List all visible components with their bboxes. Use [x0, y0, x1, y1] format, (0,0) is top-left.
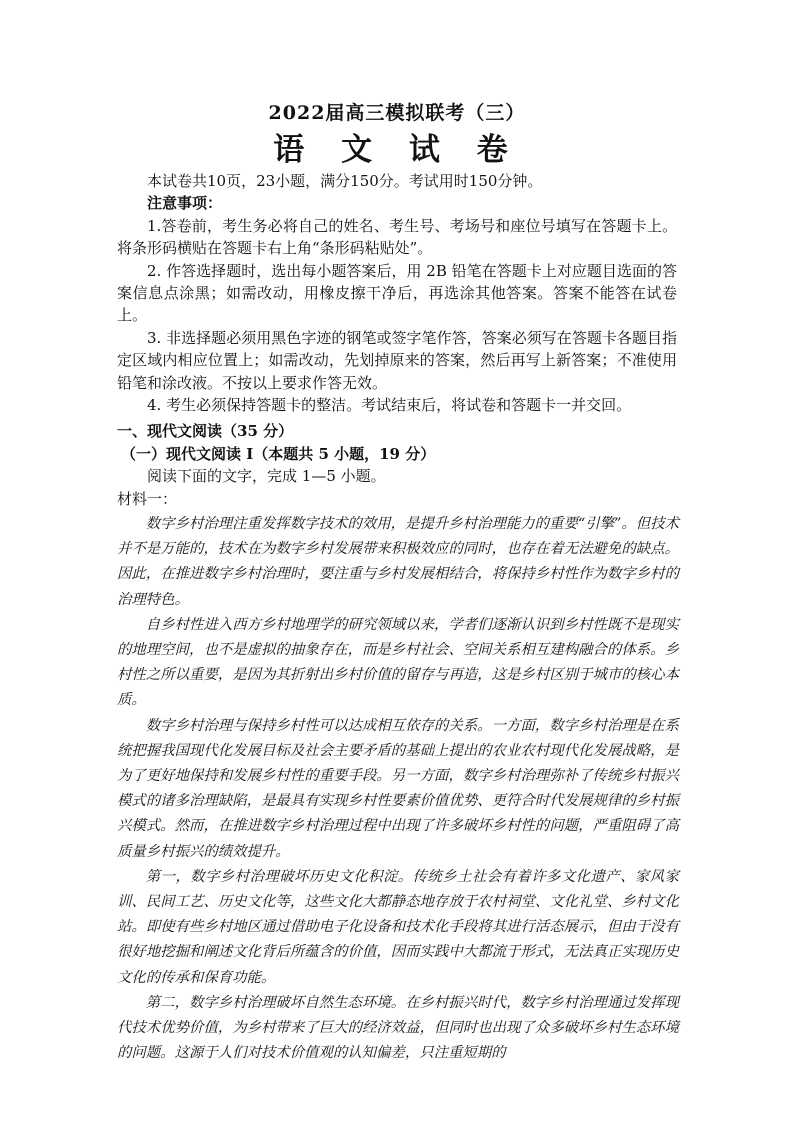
instructions-block	[117, 170, 677, 416]
subsection-heading: （一）现代文阅读 I（本题共 5 小题，19 分）	[121, 445, 436, 463]
notice-item-4: 4. 考生必须保持答题卡的整洁。考试结束后，将试卷和答题卡一并交回。	[147, 396, 632, 415]
exam-intro: 本试卷共10页，23小题，满分150分。考试用时150分钟。	[147, 172, 543, 190]
article-paragraph-5: 第二，数字乡村治理破坏自然生态环境。在乡村振兴时代，数字乡村治理通过发挥现代技术优势价值，为乡村带来了巨大的经济效益，但同时也出现了众多破坏乡村生态环境的问题。这源于人们对技术价值观的认知偏差，只注重短期的	[117, 994, 679, 1062]
article-paragraph-4: 第一，数字乡村治理破坏历史文化积淀。传统乡土社会有着许多文化遗产、家风家训、民间工艺、历史文化等，这些文化大都静态地存放于农村祠堂、文化礼堂、乡村文化站。即使有些乡村地区通过借助电子化设备和技术化手段将其进行活态展示，但由于没有很好地挖掘和阐述文化背后所蕴含的价值，因而实践中大都流于形式，无法真正实现历史文化的传承和保育功能。	[117, 868, 679, 986]
subject-title: 语 文 试 卷	[273, 132, 521, 168]
section-heading: 一、现代文阅读（35 分）	[117, 422, 294, 440]
material-label: 材料一：	[117, 490, 178, 508]
notice-item-2: 2. 作答选择题时，选出每小题答案后，用 2B 铅笔在答题卡上对应题目选面的答案信息点涂黑；如需改动，用橡皮擦干净后，再选涂其他答案。答案不能答在试卷上。	[117, 261, 677, 325]
article-paragraph-2: 自乡村性进入西方乡村地理学的研究领域以来，学者们逐渐认识到乡村性既不是现实的地理空间，也不是虚拟的抽象存在，而是乡村社会、空间关系相互建构融合的体系。乡村性之所以重要，是因为其折射出乡村价值的留存与再造，这是乡村区别于城市的核心本质。	[117, 616, 679, 709]
material-article	[117, 512, 679, 1066]
article-paragraph-1: 数字乡村治理注重发挥数字技术的效用，是提升乡村治理能力的重要“引擎”。但技术并不是万能的，技术在为数字乡村发展带来积极效应的同时，也存在着无法避免的缺点。因此，在推进数字乡村治理时，要注重与乡村发展相结合，将保持乡村性作为数字乡村的治理特色。	[117, 516, 679, 608]
exam-title: 2022届高三模拟联考（三）	[268, 102, 526, 124]
article-paragraph-3: 数字乡村治理与保持乡村性可以达成相互依存的关系。一方面，数字乡村治理是在系统把握我国现代化发展目标及社会主要矛盾的基础上提出的农业农村现代化发展战略，是为了更好地保持和发展乡村性的重要手段。另一方面，数字乡村治理弥补了传统乡村振兴模式的诸多治理缺陷，是最具有实现乡村性要素价值优势、更符合时代发展规律的乡村振兴模式。然而，在推进数字乡村治理过程中出现了许多破坏乡村性的问题，严重阻碍了高质量乡村振兴的绩效提升。	[117, 717, 679, 860]
reading-instruction: 阅读下面的文字，完成 1—5 小题。	[147, 467, 386, 485]
notice-item-1: 1.答卷前，考生务必将自己的姓名、考生号、考场号和座位号填写在答题卡上。将条形码横贴在答题卡右上角“条形码粘贴处”。	[117, 216, 677, 258]
notice-heading: 注意事项：	[147, 194, 223, 213]
notice-item-3: 3. 非选择题必须用黑色字迹的钢笔或签字笔作答，答案必须写在答题卡各题目指定区域内相应位置上；如需改动，先划掉原来的答案，然后再写上新答案；不准使用铅笔和涂改液。不按以上要求作答无效。	[117, 328, 677, 392]
